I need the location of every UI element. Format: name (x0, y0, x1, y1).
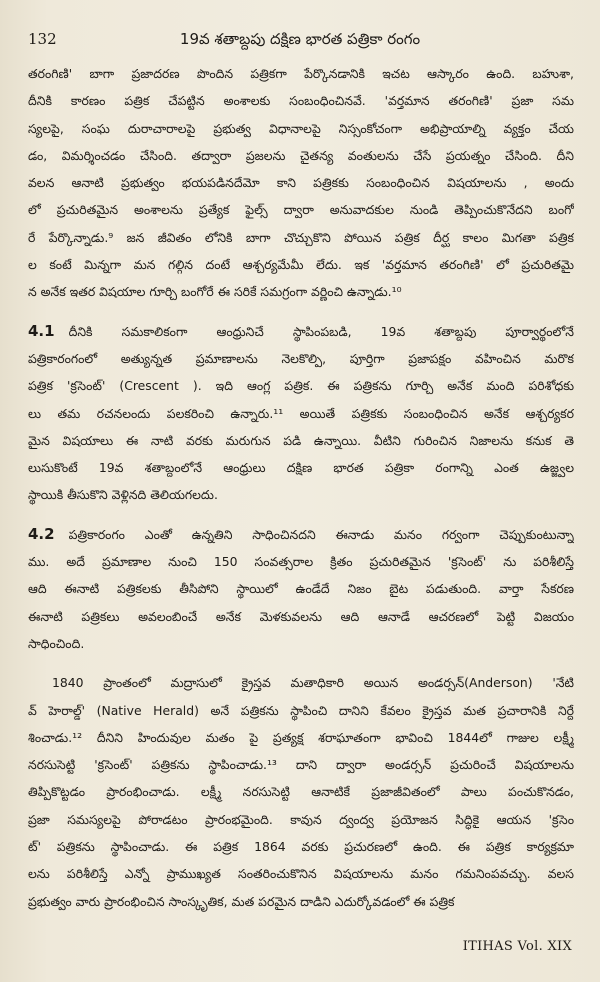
text-line (28, 603, 574, 630)
line-text: లు తమ రచనలందు పలకరించి ఉన్నారు.¹¹ అయితే పత్రికకు సంబంధించిన అనేక ఆశ్చర్యకర (28, 405, 574, 421)
text-line (28, 60, 574, 87)
line-text: దీనికి కారణం పత్రిక చేపట్టిన అంశాలకు సంబంధించినవే. 'వర్తమాన తరంగిణి' ప్రజా సమ (28, 93, 574, 109)
text-line (28, 575, 574, 602)
section-number: 4.2 (28, 524, 55, 543)
line-text: తిప్పికొట్టడం ప్రారంభించాడు. లక్ష్మీ నరసుసెట్టి ఆనాటికే ప్రజాజీవితంలో పాలు పంచుకొనడం, (28, 784, 574, 800)
paragraph-gap (28, 657, 574, 669)
text-line (28, 196, 574, 223)
line-text: లుసుకొంటే 19వ శతాబ్దంలోనే ఆంధ్రులు దక్షిణ భారత పత్రికా రంగాన్ని ఎంత ఉజ్జ్వల (28, 460, 574, 476)
line-text: ప్రజా సమస్యలపై పోరాడటం ప్రారంభమైంది. కావున ద్వంద్వ ప్రయోజన సిద్ధికై ఆయన 'క్రసెం (28, 811, 574, 827)
line-text: పత్రిక 'క్రసెంట్' (Crescent ). ఇది ఆంగ్ల పత్రిక. ఈ పత్రికను గూర్చి అనేక మంది పరిశోధకు (28, 378, 574, 394)
section-number: 4.1 (28, 321, 55, 340)
text-line (28, 427, 574, 454)
text-line (28, 778, 574, 805)
line-text: న అనేక ఇతర విషయాల గూర్చి బంగోరే ఈ సరికే సమగ్రంగా వర్ణించి ఉన్నాడు.¹⁰ (28, 284, 402, 300)
line-text: శించాడు.¹² దీనిని హిందువుల మతం పై ప్రత్యక్ష శరాఘాతంగా భావించి 1844లో గాజుల లక్ష్మీ (28, 729, 574, 745)
paragraph-gap (28, 509, 574, 521)
line-text: ఈనాటి పత్రికలు అవలంబించే అనేక మెళకువలను ఆది ఆనాడే ఆచరణలో పెట్టి విజయం (28, 608, 574, 624)
text-line (28, 697, 574, 724)
line-text: ప్రభుత్వం వారు ప్రారంభించిన సాంస్కృతిక, మత పరమైన దాడిని ఎదుర్కోవడంలో ఈ పత్రిక (28, 893, 455, 909)
text-line (28, 521, 574, 548)
journal-footer: ITIHAS Vol. XIX (462, 939, 572, 954)
line-text: నరసుసెట్టి 'క్రసెంట్' పత్రికను స్థాపించాడు.¹³ దాని ద్వారా అండర్సన్ ప్రచురించే విషయాలను (28, 757, 574, 773)
line-text: దీనికి సమకాలికంగా ఆంధ్రునిచే స్థాపింపబడి, 19వ శతాబ్దపు పూర్వార్థంలోనే (68, 323, 574, 339)
line-text: 1840 ప్రాంతంలో మద్రాసులో క్రైస్తవ మతాధికారి అయిన అండర్సన్(Anderson) 'నేటి (52, 675, 574, 691)
line-text: రే పేర్కొన్నాడు.⁹ జన జీవితం లోనికి బాగా చొచ్చుకొని పోయిన పత్రిక దీర్ఘ కాలం మిగతా పత్రిక (28, 229, 574, 245)
line-text: సాధించింది. (28, 635, 85, 651)
text-line (28, 251, 574, 278)
text-line (28, 888, 574, 915)
text-line (28, 87, 574, 114)
text-line (28, 318, 574, 345)
text-line (28, 454, 574, 481)
text-line (28, 372, 574, 399)
line-text: ము. అదే ప్రమాణాల నుంచి 150 సంవత్సరాల క్రితం ప్రచురితమైన 'క్రసెంట్' ను పరిశీలిస్తే (28, 554, 574, 570)
text-line (28, 345, 574, 372)
line-text: మైన విషయాలు ఈ నాటి వరకు మరుగున పడి ఉన్నాయి. వీటిని గురించిన నిజాలను కనుక తె (28, 432, 574, 448)
text-line (28, 142, 574, 169)
line-text: లను పరిశీలిస్తే ఎన్నో ప్రాముఖ్యత సంతరించుకొనిన విషయాలను మనం గమనింపవచ్చు. వలస (28, 866, 574, 882)
text-line (28, 724, 574, 751)
text-line (28, 400, 574, 427)
line-text: ట్' పత్రికను స్థాపించాడు. ఈ పత్రిక 1864 వరకు ప్రచురణలో ఉంది. ఈ పత్రిక కార్యక్రమా (28, 839, 574, 855)
line-text: పత్రికారంగంలో అత్యున్నత ప్రమాణాలను నెలకొల్పి, పూర్తిగా ప్రజాపక్షం వహించిన మరొక (28, 350, 574, 366)
line-text: స్థాయికి తీసుకొని వెళ్లినది తెలియగలదు. (28, 487, 218, 503)
line-text: పత్రికారంగం ఎంతో ఉన్నతిని సాధించినదని ఈనాడు మనం గర్వంగా చెప్పుకుంటున్నా (68, 526, 574, 542)
text-line (28, 169, 574, 196)
line-text: తరంగిణి' బాగా ప్రజాదరణ పొందిన పత్రికగా పేర్కొనడానికి ఇచట ఆస్కారం ఉంది. బహుశా, (28, 66, 574, 81)
text-line (28, 224, 574, 251)
paragraph-gap (28, 306, 574, 318)
text-line (28, 630, 574, 657)
paragraph (28, 669, 574, 915)
paragraph (28, 521, 574, 657)
line-text: లో ప్రచురితమైన అంశాలను ప్రత్యేక ఫైల్స్ ద్వారా అనువాదకుల నుండి తెప్పించుకొనేదని బంగో (28, 202, 574, 218)
line-text: ఆది ఈనాటి పత్రికలకు తీసిపోని స్థాయిలో ఉండేదే నిజం బైట పడుతుంది. వార్తా సేకరణ (28, 581, 574, 597)
paragraph (28, 318, 574, 509)
text-line (28, 833, 574, 860)
text-line (28, 481, 574, 508)
text-line (28, 806, 574, 833)
line-text: ల కంటే మిన్నగా మన గల్గిన దంటే ఆశ్చర్యమేమీ లేదు. ఇక 'వర్తమాన తరంగిణి' లో ప్రచురితమై (28, 257, 574, 273)
text-line (28, 860, 574, 887)
paragraph (28, 60, 574, 306)
text-line (28, 669, 574, 696)
running-title: 19వ శతాబ్దపు దక్షిణ భారత పత్రికా రంగం (179, 30, 421, 48)
text-line (28, 751, 574, 778)
line-text: వ్ హెరాల్డ్' (Native Herald) అనే పత్రికను స్థాపించి దానిని కేవలం క్రైస్తవ మత ప్రచారానికి నిర్దే (28, 702, 574, 718)
text-line (28, 278, 574, 305)
text-line (28, 115, 574, 142)
line-text: వలన ఆనాటి ప్రభుత్వం భయపడినదేమో కాని పత్రికకు సంబంధించిన విషయాలను , అందు (28, 175, 574, 191)
text-line (28, 548, 574, 575)
line-text: స్యలపై, సంఘ దురాచారాలపై ప్రభుత్వ విధానాలపై నిస్సంకోచంగా అభిప్రాయాల్ని వ్యక్తం చేయ (28, 120, 574, 136)
page-header (28, 30, 572, 52)
line-text: డం, విమర్శించడం చేసింది. తద్వారా ప్రజలను చైతన్య వంతులను చేసే ప్రయత్నం చేసింది. దీని (28, 147, 574, 163)
page-body (28, 60, 574, 915)
page-number: 132 (28, 30, 57, 48)
